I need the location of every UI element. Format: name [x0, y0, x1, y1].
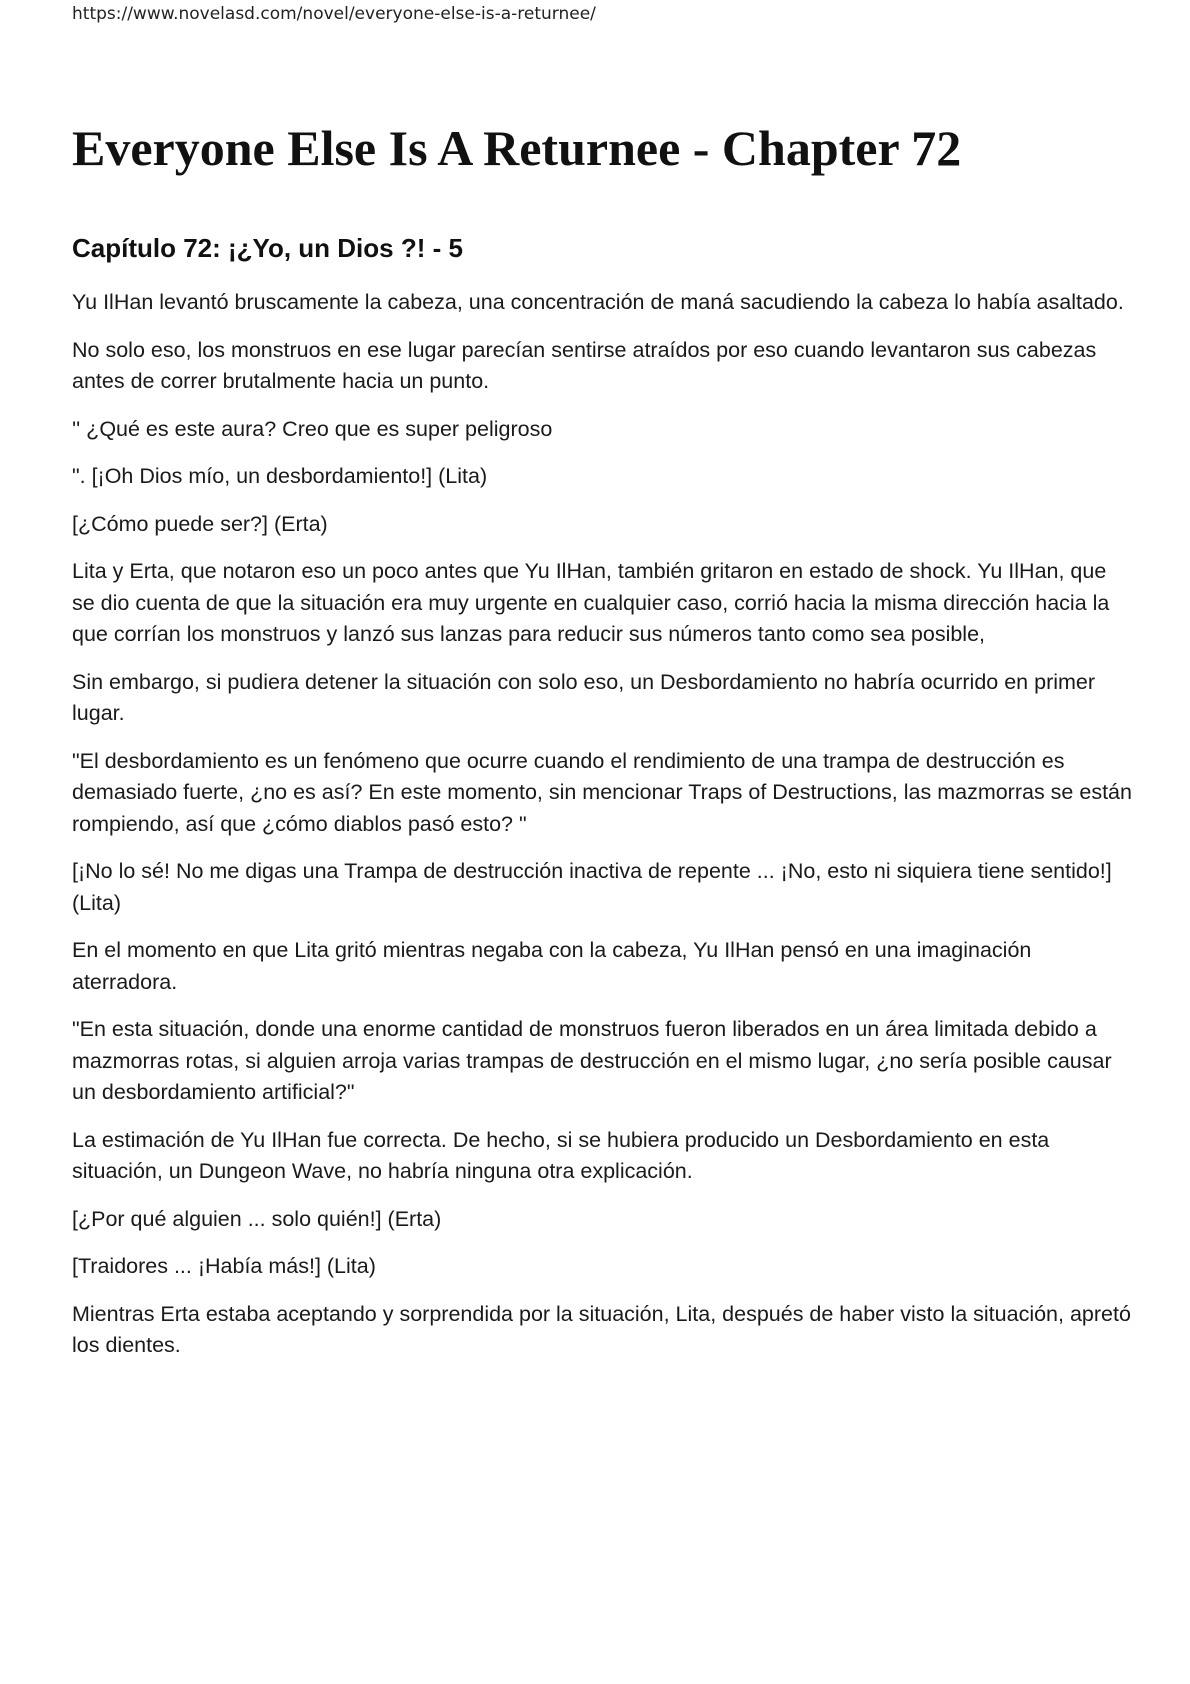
paragraph: "El desbordamiento es un fenómeno que ocurre cuando el rendimiento de una trampa de destrucción es demasiado fuerte, ¿no es así? En este momento, sin mencionar Traps of Destructions, las mazmorras se están rompiendo, así que ¿cómo diablos pasó esto? "	[72, 748, 1132, 836]
paragraph: La estimación de Yu IlHan fue correcta. De hecho, si se hubiera producido un Desbordamiento en esta situación, un Dungeon Wave, no habría ninguna otra explicación.	[72, 1127, 1050, 1183]
paragraph: No solo eso, los monstruos en ese lugar parecían sentirse atraídos por eso cuando levantaron sus cabezas antes de correr brutalmente hacia un punto.	[72, 337, 1097, 393]
paragraph: En el momento en que Lita gritó mientras negaba con la cabeza, Yu IlHan pensó en una imaginación aterradora.	[72, 938, 1032, 994]
paragraph: '' ¿Qué es este aura? Creo que es super peligroso	[72, 416, 553, 441]
paragraph: Sin embargo, si pudiera detener la situación con solo eso, un Desbordamiento no habría ocurrido en primer lugar.	[72, 669, 1096, 725]
chapter-body	[72, 287, 1132, 1378]
paragraph: Yu IlHan levantó bruscamente la cabeza, una concentración de maná sacudiendo la cabeza lo había asaltado.	[72, 290, 1124, 314]
page-title: Everyone Else Is A Returnee - Chapter 72	[72, 120, 962, 176]
paragraph: Mientras Erta estaba aceptando y sorprendida por la situación, Lita, después de haber visto la situación, apretó los dientes.	[72, 1301, 1131, 1357]
chapter-heading: Capítulo 72: ¡¿Yo, un Dios ?! - 5	[72, 233, 463, 263]
paragraph: Lita y Erta, que notaron eso un poco antes que Yu IlHan, también gritaron en estado de shock. Yu IlHan, que se dio cuenta de que la situación era muy urgente en cualquier caso, corrió hacia la misma dirección hacia la que corrían los monstruos y lanzó sus lanzas para reducir sus números tanto como sea posible,	[72, 559, 1110, 646]
paragraph: [¡No lo sé! No me digas una Trampa de destrucción inactiva de repente ... ¡No, esto ni siquiera tiene sentido!] (Lita)	[72, 859, 1112, 915]
paragraph: [¿Cómo puede ser?] (Erta)	[72, 511, 328, 536]
paragraph: ". [¡Oh Dios mío, un desbordamiento!] (Lita)	[72, 464, 488, 488]
paragraph: "En esta situación, donde una enorme cantidad de monstruos fueron liberados en un área limitada debido a mazmorras rotas, si alguien arroja varias trampas de destrucción en el mismo lugar, ¿no sería posible causar un desbordamiento artificial?"	[72, 1017, 1112, 1104]
page-url: https://www.novelasd.com/novel/everyone-else-is-a-returnee/	[72, 4, 596, 24]
paragraph: [Traidores ... ¡Había más!] (Lita)	[72, 1254, 376, 1278]
paragraph: [¿Por qué alguien ... solo quién!] (Erta)	[72, 1206, 442, 1231]
